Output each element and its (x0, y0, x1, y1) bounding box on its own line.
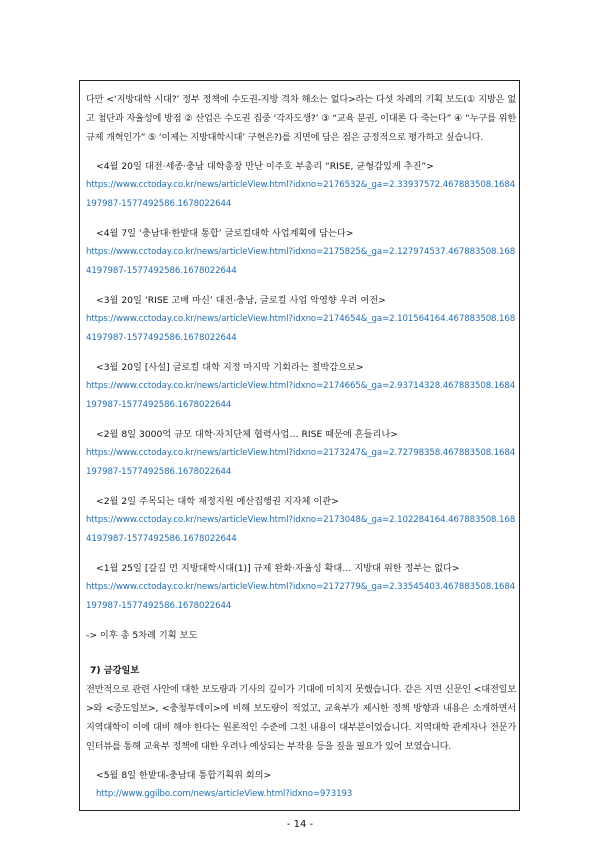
article-link[interactable]: https://www.cctoday.co.kr/news/articleView.html?idxno=2174665&_ga=2.93714328.467883508.1684197987-1577492586.1678022644 (86, 381, 516, 410)
article-entry (86, 559, 516, 616)
article-title: <3월 20일 [사설] 글로컬 대학 지정 마지막 기회라는 절박감으로> (96, 362, 364, 373)
article-link[interactable]: https://www.cctoday.co.kr/news/articleView.html?idxno=2175825&_ga=2.127974537.467883508.1684197987-1577492586.1678022644 (86, 247, 516, 276)
article-title: <4월 20일 대전·세종·충남 대학총장 만난 이주호 부총리 “RISE, 균형감있게 추진”> (96, 161, 434, 172)
ggilbo-article (86, 766, 516, 804)
article-title: <2월 2일 주목되는 대학 재정지원 예산집행권 지자체 이관> (96, 496, 339, 507)
article-link[interactable]: https://www.cctoday.co.kr/news/articleView.html?idxno=2176532&_ga=2.33937572.467883508.1684197987-1577492586.1678022644 (86, 180, 516, 209)
follow-up-note: -> 이후 총 5차례 기획 보도 (86, 630, 198, 641)
article-entry (86, 425, 516, 482)
section-body: 전반적으로 관련 사안에 대한 보도량과 기사의 깊이가 기대에 미치지 못했습니다. 같은 지면 신문인 <대전일보>와 <중도일보>, <충청투데이>에 비해 보도량이 적었고, 교육부가 제시한 정책 방향과 내용은 소개하면서 지역대학이 이에 대비 해야 한다는 원론적인 수준에 그친 내용이 대부분이었습니다. 지역대학 관계자나 전문가 인터뷰를 통해 교육부 정책에 대한 우려나 예상되는 부작용 등을 짚을 필요가 있어 보였습니다. (86, 684, 516, 752)
article-list (86, 157, 516, 616)
article-link[interactable]: https://www.cctoday.co.kr/news/articleView.html?idxno=2173048&_ga=2.102284164.467883508.1684197987-1577492586.1678022644 (86, 515, 516, 544)
article-link[interactable]: https://www.cctoday.co.kr/news/articleView.html?idxno=2174654&_ga=2.101564164.467883508.1684197987-1577492586.1678022644 (86, 314, 516, 343)
article-title: <3월 20일 ‘RISE 고배 마신’ 대전·충남, 글로컬 사업 악영향 우려 여전> (96, 295, 386, 306)
article-title: <1월 25일 [갈길 먼 지방대학시대(1)] 규제 완화·자율성 확대… 지방대 위한 정부는 없다> (96, 563, 460, 574)
article-entry (86, 291, 516, 348)
article-entry (86, 492, 516, 549)
article-title: <5월 8일 한밭대-충남대 통합기획위 회의> (96, 770, 272, 781)
page-content (86, 90, 516, 814)
intro-paragraph: 다만 <‘지방대학 시대?’ 정부 정책에 수도권-지방 격차 해소는 없다>라는 다섯 차례의 기획 보도(① 지방은 없고 첨단과 자율성에 방점 ② 산업은 수도권 집중 ‘각자도생?’ ③ “교육 분권, 이대론 다 죽는다” ④ “누구를 위한 규제 개혁인가” ⑤ ‘이제는 지방대학시대’ 구현은?)를 지면에 담은 점은 긍정적으로 평가하고 싶습니다. (86, 94, 516, 143)
article-link[interactable]: https://www.cctoday.co.kr/news/articleView.html?idxno=2173247&_ga=2.72798358.467883508.1684197987-1577492586.1678022644 (86, 448, 516, 477)
article-link[interactable]: http://www.ggilbo.com/news/articleView.html?idxno=973193 (96, 789, 353, 799)
article-entry (86, 358, 516, 415)
article-entry (86, 224, 516, 281)
article-entry (86, 157, 516, 214)
page-number: - 14 - (286, 819, 314, 830)
article-title: <2월 8일 3000억 규모 대학·자치단체 협력사업… RISE 때문에 흔들리나> (96, 429, 398, 440)
article-link[interactable]: https://www.cctoday.co.kr/news/articleView.html?idxno=2172779&_ga=2.33545403.467883508.1684197987-1577492586.1678022644 (86, 582, 516, 611)
section-heading: 7) 금강일보 (90, 665, 140, 676)
article-title: <4월 7일 ‘충남대·한밭대 통합’ 글로컬대학 사업계획에 담는다> (96, 228, 354, 239)
